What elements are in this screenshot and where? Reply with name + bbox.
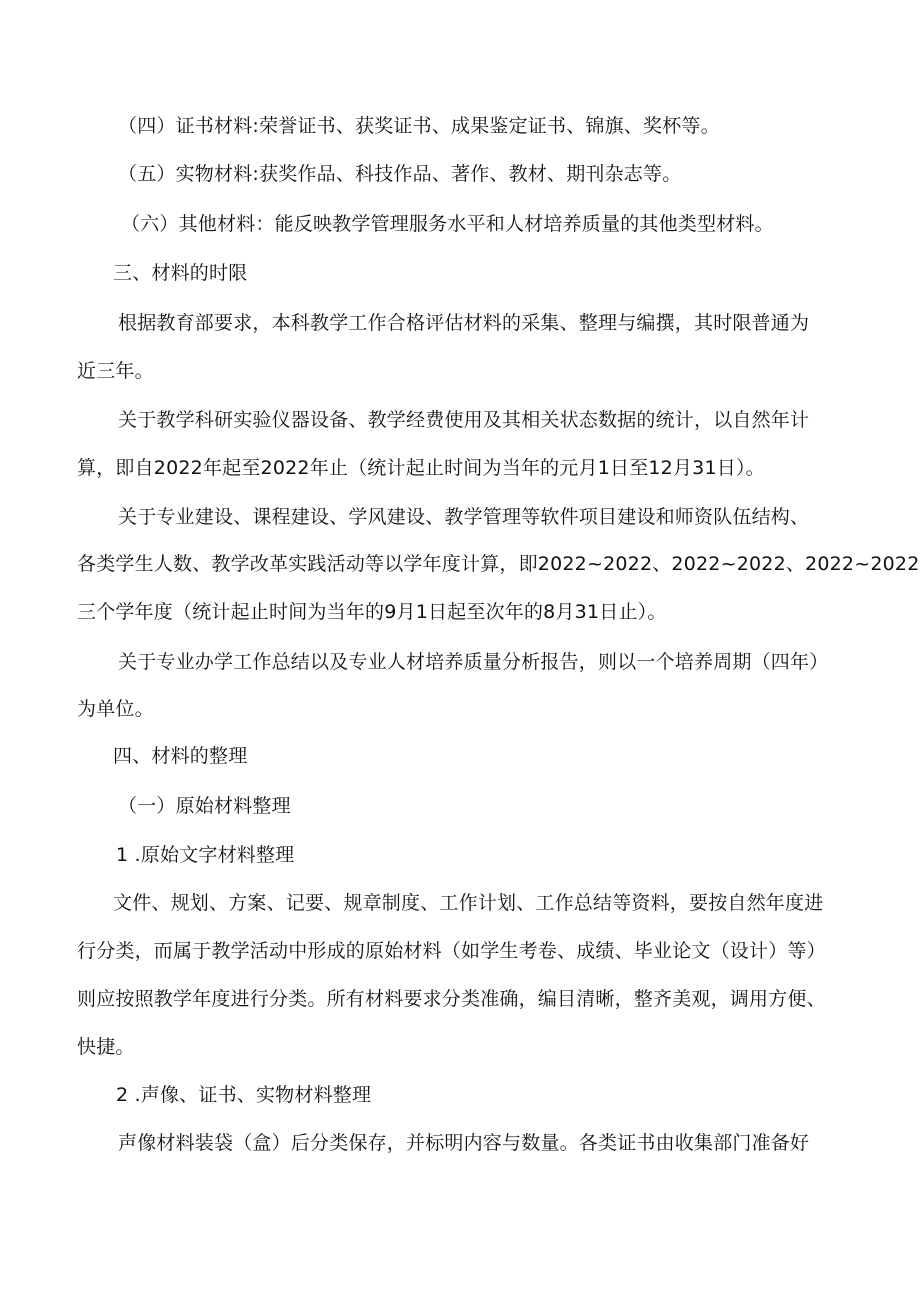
paragraph-line: 算，即自2022年起至2022年止（统计起止时间为当年的元月1日至12月31日）。 (77, 457, 765, 479)
paragraph-line: 近三年。 (77, 360, 154, 382)
list-item-certificate-materials: （四）证书材料:荣誉证书、获奖证书、成果鉴定证书、锦旗、奖杯等。 (118, 115, 720, 137)
paragraph-line: 则应按照教学年度进行分类。所有材料要求分类准确，编目清晰，整齐美观，调用方便、 (77, 988, 826, 1010)
paragraph-line: 文件、规划、方案、记要、规章制度、工作计划、工作总结等资料，要按自然年度进 (113, 892, 824, 914)
paragraph-line: 关于专业建设、课程建设、学风建设、教学管理等软件项目建设和师资队伍结构、 (118, 506, 810, 528)
paragraph-line: 行分类，而属于教学活动中形成的原始材料（如学生考卷、成绩、毕业论文（设计）等） (77, 940, 826, 962)
paragraph-line: 三个学年度（统计起止时间为当年的9月1日起至次年的8月31日止）。 (77, 601, 667, 623)
subsection-heading: （一）原始材料整理 (118, 795, 291, 817)
list-item-physical-materials: （五）实物材料:获奖作品、科技作品、著作、教材、期刊杂志等。 (118, 163, 682, 185)
paragraph-line: 各类学生人数、教学改革实践活动等以学年度计算，即2022~2022、2022~2022、2022~2022 (77, 553, 920, 575)
subsection-heading: 1 .原始文字材料整理 (116, 844, 295, 866)
subsection-heading: 2 .声像、证书、实物材料整理 (116, 1084, 372, 1106)
paragraph-line: 为单位。 (77, 698, 154, 720)
section-heading-time-limit: 三、材料的时限 (113, 262, 248, 284)
section-heading-organization: 四、材料的整理 (113, 745, 248, 767)
paragraph-line: 根据教育部要求，本科教学工作合格评估材料的采集、整理与编撰，其时限普通为 (118, 312, 810, 334)
paragraph-line: 关于专业办学工作总结以及专业人材培养质量分析报告，则以一个培养周期（四年） (118, 651, 829, 673)
paragraph-line: 快捷。 (77, 1036, 135, 1058)
paragraph-line: 关于教学科研实验仪器设备、教学经费使用及其相关状态数据的统计，以自然年计 (118, 409, 810, 431)
list-item-other-materials: （六）其他材料：能反映教学管理服务水平和人材培养质量的其他类型材料。 (121, 213, 774, 235)
paragraph-line: 声像材料装袋（盒）后分类保存，并标明内容与数量。各类证书由收集部门准备好 (118, 1132, 810, 1154)
